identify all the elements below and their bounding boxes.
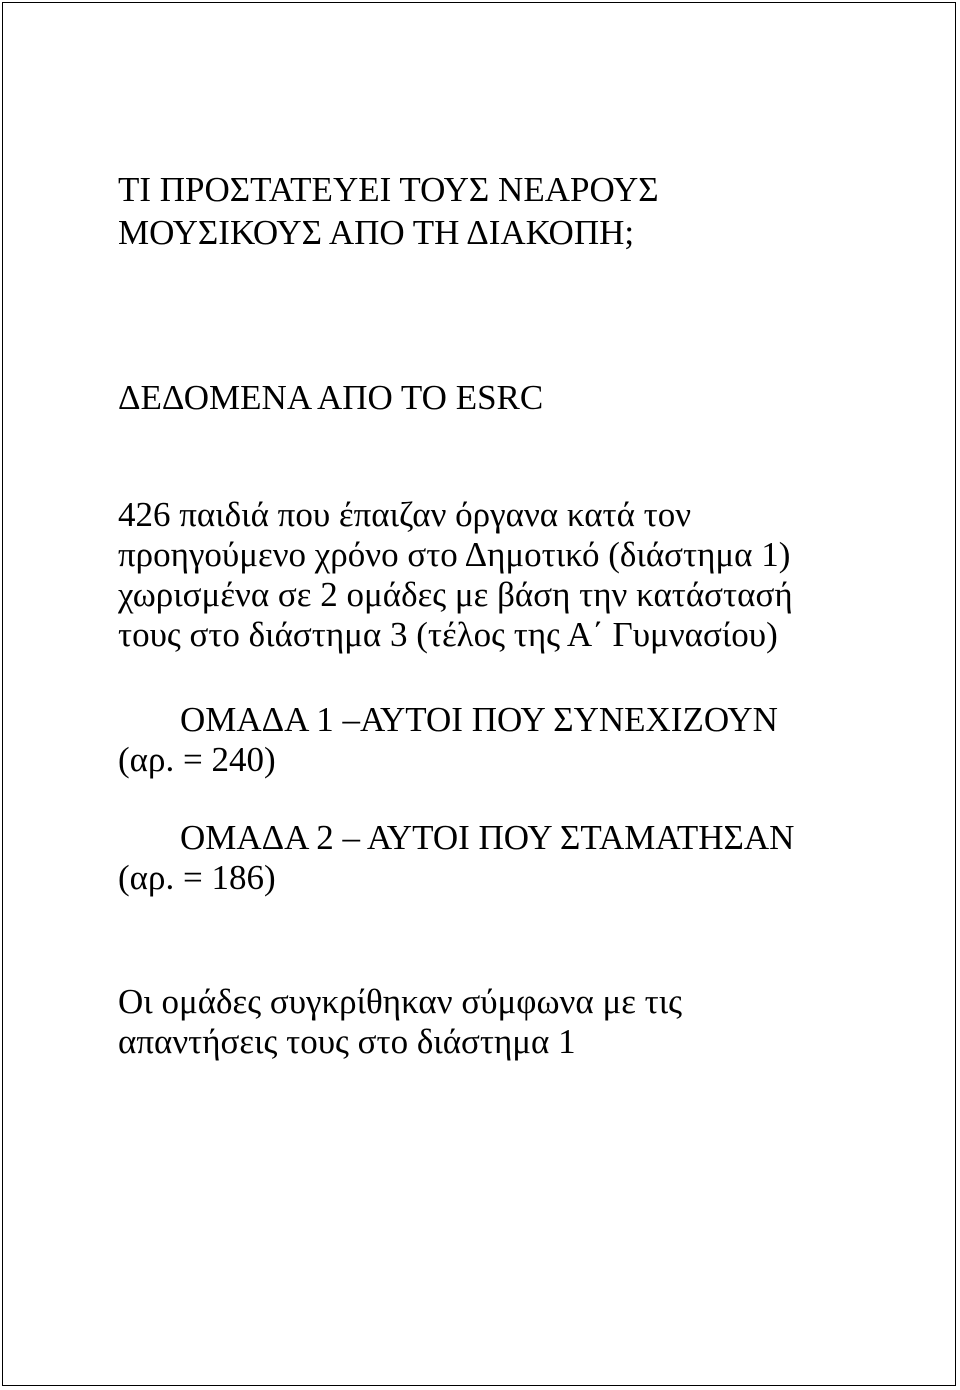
group-1-count: (αρ. = 240) bbox=[118, 740, 276, 779]
title-line-2: ΜΟΥΣΙΚΟΥΣ ΑΠΟ ΤΗ ΔΙΑΚΟΠΗ; bbox=[118, 213, 635, 252]
description-line-2: προηγούμενο χρόνο στο Δημοτικό (διάστημα 1) bbox=[118, 535, 791, 574]
comparison-note bbox=[118, 982, 682, 1062]
description-line-3: χωρισμένα σε 2 ομάδες με βάση την κατάστασή bbox=[118, 575, 793, 614]
group-1-label: ΟΜΑΔΑ 1 –ΑΥΤΟΙ ΠΟΥ ΣΥΝΕΧΙΖΟΥΝ bbox=[180, 700, 778, 739]
group-2 bbox=[118, 818, 794, 898]
document-title bbox=[118, 168, 659, 254]
group-2-label: ΟΜΑΔΑ 2 – ΑΥΤΟΙ ΠΟΥ ΣΤΑΜΑΤΗΣΑΝ bbox=[180, 818, 795, 857]
description-line-1: 426 παιδιά που έπαιζαν όργανα κατά τον bbox=[118, 495, 692, 534]
description-line-4: τους στο διάστημα 3 (τέλος της Α΄ Γυμνασίου) bbox=[118, 615, 778, 654]
group-1 bbox=[118, 700, 778, 780]
study-description bbox=[118, 495, 793, 655]
source-heading: ΔΕΔΟΜΕΝΑ ΑΠΟ ΤΟ ESRC bbox=[118, 378, 544, 417]
group-2-count: (αρ. = 186) bbox=[118, 858, 276, 897]
title-line-1: ΤΙ ΠΡΟΣΤΑΤΕΥΕΙ ΤΟΥΣ ΝΕΑΡΟΥΣ bbox=[118, 170, 659, 209]
comparison-line-1: Οι ομάδες συγκρίθηκαν σύμφωνα με τις bbox=[118, 982, 682, 1021]
comparison-line-2: απαντήσεις τους στο διάστημα 1 bbox=[118, 1022, 576, 1061]
